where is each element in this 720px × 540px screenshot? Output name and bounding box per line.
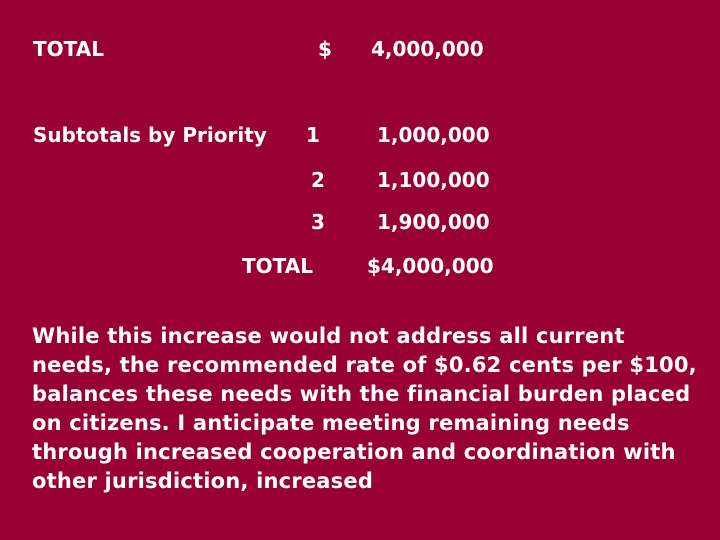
priority-number: 3 <box>311 210 325 234</box>
priority-total-label: TOTAL <box>242 254 313 278</box>
priority-number: 1 <box>306 123 320 147</box>
header-total-amount: 4,000,000 <box>371 37 484 61</box>
priority-amount: 1,000,000 <box>377 123 490 147</box>
priority-amount: 1,900,000 <box>377 210 490 234</box>
header-total-label: TOTAL <box>33 37 104 61</box>
priority-total-amount: $4,000,000 <box>367 254 494 278</box>
explanation-paragraph: While this increase would not address all current needs, the recommended rate of $0.62 cents per $100, balances these needs with the financial burden placed on citizens. I anticipate meeting remaining needs through increased cooperation and coordination with other jurisdiction, increased <box>32 324 697 493</box>
priority-amount: 1,100,000 <box>377 168 490 192</box>
priority-number: 2 <box>311 168 325 192</box>
header-currency-symbol: $ <box>318 37 332 61</box>
subtotals-label: Subtotals by Priority <box>33 123 267 147</box>
